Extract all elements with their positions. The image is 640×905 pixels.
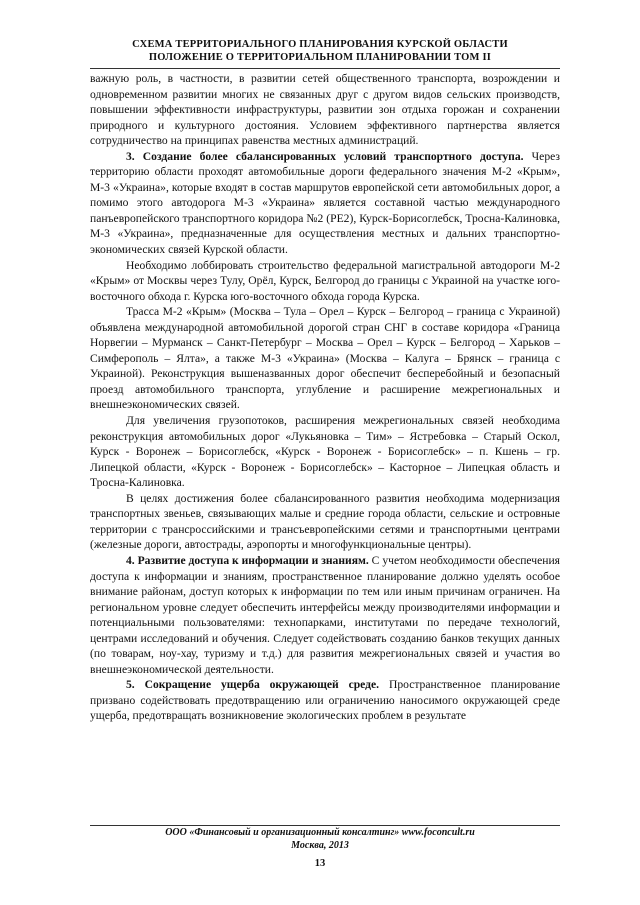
running-footer [80, 827, 560, 852]
paragraph-reconstruction [90, 413, 560, 491]
paragraph-section-4 [90, 553, 560, 677]
paragraph-text: важную роль, в частности, в развитии сетей общественного транспорта, возрождении и одновременном развитии многих не связанных друг с другом видов сельских производств, повышении эффективности инфраструктуры, развитии зон отдыха горожан и сохранении природного и культурного достояния. Условием эффективного партнерства является сотрудничество на принципах равенства местных администраций. [90, 72, 560, 148]
paragraph-intro-continuation [90, 71, 560, 149]
running-header [80, 38, 560, 64]
paragraph-section-5 [90, 677, 560, 724]
paragraph-text: Для увеличения грузопотоков, расширения межрегиональных связей необходима реконструкция автомобильных дорог «Лукьяновка – Тим» – Ястребовка – Старый Оскол, Курск - Воронеж – Борисоглебск, «Курск - Воронеж - Борисоглебск» – п. Кшень – гр. Липецкой области, «Курск - Воронеж - Борисоглебск» – Касторное – Липецкая область и Тросна-Калиновка. [90, 414, 560, 490]
paragraph-lobbying [90, 258, 560, 305]
header-title: СХЕМА ТЕРРИТОРИАЛЬНОГО ПЛАНИРОВАНИЯ КУРСКОЙ ОБЛАСТИ [132, 39, 508, 50]
section-heading: 3. Создание более сбалансированных условий транспортного доступа. [126, 149, 524, 163]
paragraph-m2-route [90, 304, 560, 413]
paragraph-text: Через территорию области проходят автомобильные дороги федерального значения М-2 «Крым», М-3 «Украина», которые входят в состав маршрутов европейской сети автомобильных дорог, а помимо этого автодорога М-3 «Украина» является составной частью международного панъевропейского транспортного коридора №2 (PE2), Курск-Борисоглебск, Тросна-Калиновка, М-3 «Украина», предназначенные для осуществления местных и дальних транспортно-экономических связей Курской области. [90, 149, 560, 257]
document-body [90, 71, 560, 724]
paragraph-text: С учетом необходимости обеспечения доступа к информации и знаниям, пространственное планирование должно уделять особое внимание районам, доступ которых к информации по тем или иным причинам ограничен. На региональном уровне следует обеспечить интерфейсы между производителями информации и потенциальными пользователями: технопарками, институтами по передаче технологий, центрами исследований и обучения. Следует содействовать созданию банков текущих данных (по товарам, ноу-хау, туризму и т.д.) для развития межрегиональных связей и участия во внешнеэкономической деятельности. [90, 553, 560, 676]
paragraph-text: В целях достижения более сбалансированного развития необходима модернизация транспортных звеньев, связывающих малые и средние города области, сельские и островные территории с трансроссийскими и трансъевропейскими сетями и транспортными центрами (железные дороги, автострады, аэропорты и многофункциональные центры). [90, 491, 560, 552]
paragraph-section-3 [90, 149, 560, 258]
footer-city-year: Москва, 2013 [291, 839, 349, 851]
paragraph-text: Трасса М-2 «Крым» (Москва – Тула – Орел – Курск – Белгород – граница с Украиной) объявлена международной автомобильной дорогой стран СНГ в составе коридора «Граница Норвегии – Мурманск – Санкт-Петербург – Москва – Орел – Курск – Белгород – Харьков – Симферополь – Ялта», а также М-3 «Украина» (Москва – Калуга – Брянск – граница с Украиной). Реконструкция вышеназванных дорог обеспечит бесперебойный и безопасный проезд автомобильного транспорта, углубление и расширение межрегиональных и внешнеэкономических связей. [90, 305, 560, 412]
paragraph-modernization [90, 491, 560, 553]
footer-divider [90, 825, 560, 826]
section-heading: 5. Сокращение ущерба окружающей среде. [126, 678, 380, 692]
header-subtitle: ПОЛОЖЕНИЕ О ТЕРРИТОРИАЛЬНОМ ПЛАНИРОВАНИИ ТОМ II [148, 52, 492, 63]
header-divider [90, 68, 560, 69]
paragraph-text: Пространственное планирование призвано содействовать предотвращению или ограничению наносимого окружающей среде ущерба, предотвращать возникновение экологических проблем в результате [90, 678, 560, 723]
footer-company: ООО «Финансовый и организационный консалтинг» www.foconcult.ru [165, 827, 475, 838]
page-number: 13 [314, 858, 326, 869]
paragraph-text: Необходимо лоббировать строительство федеральной магистральной автодороги М-2 «Крым» от Москвы через Тулу, Орёл, Курск, Белгород до границы с Украиной на участке юго-восточного обхода г. Курска юго-восточного обхода города Курска. [90, 258, 560, 303]
section-heading: 4. Развитие доступа к информации и знаниям. [126, 553, 369, 567]
